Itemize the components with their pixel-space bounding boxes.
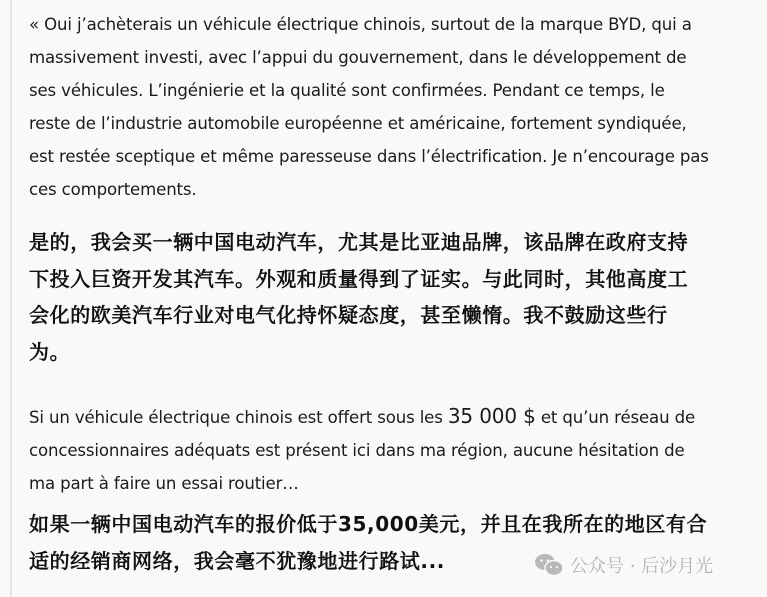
text-line: concessionnaires adéquats est présent ici dans ma région, aucune hésitation de: [29, 441, 685, 460]
text-line: 会化的欧美汽车行业对电气化持怀疑态度，甚至懒惰。我不鼓励这些行: [29, 303, 668, 327]
text-segment: et qu’un réseau de: [535, 408, 696, 427]
watermark-text: 公众号 · 后沙月光: [570, 556, 714, 577]
blockquote: [10, 0, 767, 597]
text-line: 下投入巨资开发其汽车。外观和质量得到了证实。与此同时，其他高度工: [29, 266, 689, 291]
text-line: est restée sceptique et même paresseuse dans l’électrification. Je n’encourage pas: [29, 147, 709, 166]
text-line: 如果一辆中国电动汽车的报价低于35,000美元，并且在我所在的地区有合: [29, 512, 708, 536]
text-line: « Oui j’achèterais un véhicule électrique chinois, surtout de la marque BYD, qui a: [29, 15, 692, 34]
text-line: ses véhicules. L’ingénierie et la qualité sont confirmées. Pendant ce temps, le: [29, 81, 665, 100]
text-line: ma part à faire un essai routier…: [29, 474, 299, 493]
wechat-icon: [534, 553, 564, 577]
watermark: [534, 552, 713, 578]
paragraph-chinese-1: [29, 224, 759, 370]
text-line: 适的经销商网络，我会毫不犹豫地进行路试...: [29, 548, 445, 573]
paragraph-french-2: [29, 400, 759, 500]
text-line: 是的，我会买一辆中国电动汽车，尤其是比亚迪品牌，该品牌在政府支持: [29, 230, 689, 254]
text-line: 为。: [29, 339, 71, 364]
text-line: massivement investi, avec l’appui du gouvernement, dans le développement de: [29, 48, 687, 67]
paragraph-french-1: [29, 8, 759, 206]
text-line: ces comportements.: [29, 180, 197, 199]
text-line: [29, 400, 759, 434]
text-segment: Si un véhicule électrique chinois est offert sous les: [29, 408, 448, 427]
price-value: 35 000 $: [447, 404, 536, 428]
text-line: reste de l’industrie automobile européenne et américaine, fortement syndiquée,: [29, 114, 687, 133]
